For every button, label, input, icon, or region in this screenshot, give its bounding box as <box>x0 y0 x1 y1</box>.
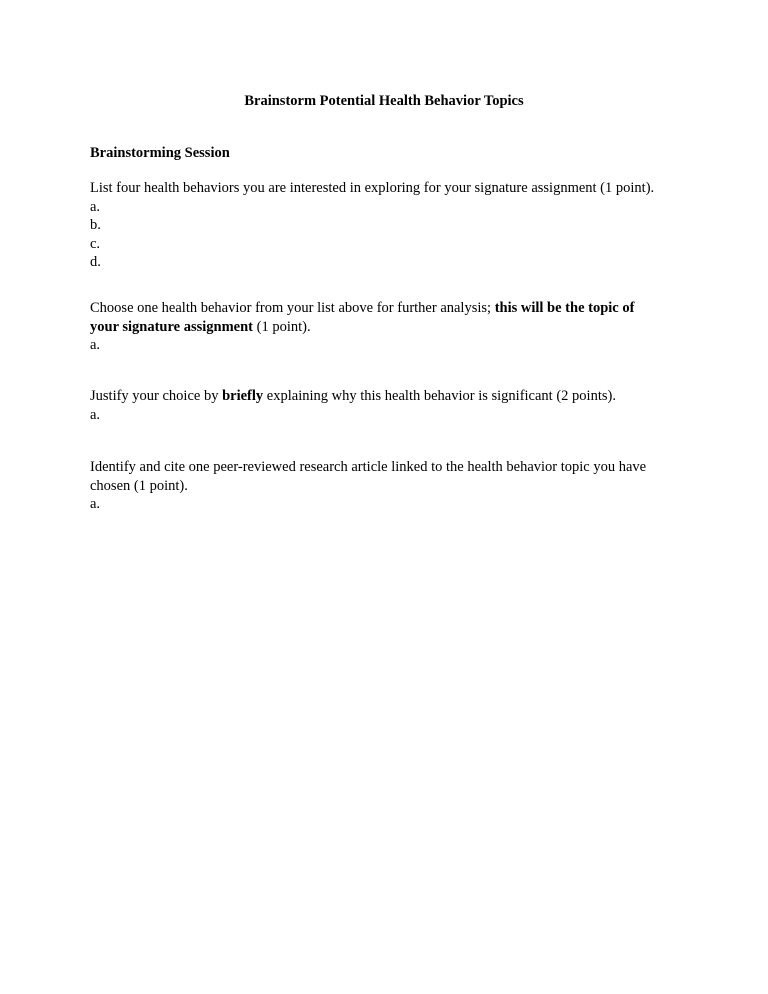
section-heading: Brainstorming Session <box>90 145 230 161</box>
document-title: Brainstorm Potential Health Behavior Topics <box>244 93 524 109</box>
answer-label-d: d. <box>90 254 101 270</box>
question-2-prompt-text: Choose one health behavior from your list above for further analysis; <box>90 300 495 316</box>
question-3 <box>90 387 690 424</box>
question-2-emphasis-1: this will be the topic of <box>494 300 635 316</box>
question-2-prompt-line-1 <box>90 299 690 318</box>
answer-label-a: a. <box>90 198 101 215</box>
answer-label-a: a. <box>90 406 101 423</box>
question-3-emphasis: briefly <box>222 388 264 404</box>
question-2 <box>90 299 690 355</box>
question-3-prompt <box>90 387 690 406</box>
question-3-prompt-text: Justify your choice by <box>90 388 223 404</box>
question-2-points: (1 point). <box>253 318 311 335</box>
answer-label-c: c. <box>90 235 101 252</box>
question-4-prompt-line-1: Identify and cite one peer-reviewed research article linked to the health behavior topic you have <box>90 459 647 475</box>
question-1 <box>90 179 690 272</box>
question-4 <box>90 458 690 514</box>
question-1-prompt: List four health behaviors you are interested in exploring for your signature assignment (1 point). <box>90 180 655 196</box>
answer-label-a: a. <box>90 496 101 512</box>
question-2-prompt-line-2 <box>90 318 690 337</box>
question-3-prompt-rest: explaining why this health behavior is significant (2 points). <box>263 388 616 404</box>
question-4-prompt-line-2: chosen (1 point). <box>90 477 188 494</box>
question-2-emphasis-2: your signature assignment <box>90 318 254 335</box>
answer-label-b: b. <box>90 217 101 233</box>
answer-label-a: a. <box>90 337 101 353</box>
